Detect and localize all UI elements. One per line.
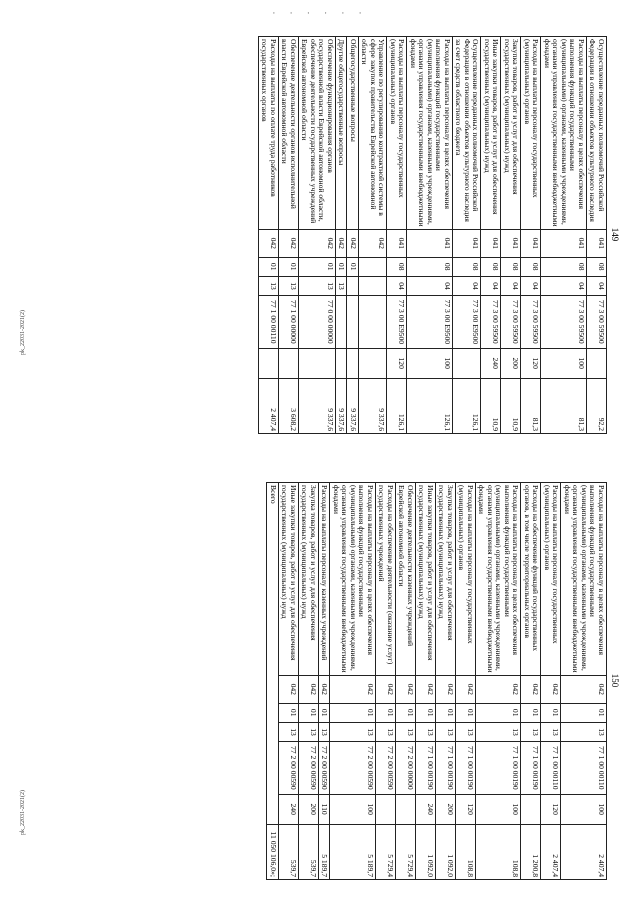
total-row [267,483,279,880]
row-expense-type [453,348,482,378]
page-150-rotated [0,478,620,883]
row-name: Обеспечение функционирования органов государственной власти Еврейской автономной области, обеспечение деятельности государственных учреждений Еврейской автономной области [299,37,336,230]
row-grbs: 042 [330,675,376,703]
row-amount: 108,8 [476,824,522,879]
row-target-item: 77 2 00 00000 [396,742,416,794]
row-expense-type [587,348,607,378]
row-amount: 2 407,4 [561,824,607,879]
row-target-item: 77 3 00 Е9500 [387,296,407,348]
row-name: Осуществление переданных полномочий Российской Федерации в отношении объектов культурного наследия [587,37,607,230]
row-subsection: 13 [376,722,396,741]
row-expense-type: 120 [387,348,407,378]
row-subsection: 13 [259,276,279,295]
row-expense-type [259,348,279,378]
row-expense-type [336,348,348,378]
row-name: Другие общегосударственные вопросы [336,37,348,230]
row-expense-type: 120 [521,348,541,378]
row-subsection: 13 [336,276,348,295]
scan-marks: · · · · · · [272,8,368,18]
row-grbs: 042 [359,229,388,257]
row-grbs: 042 [396,675,416,703]
row-grbs: 041 [541,229,587,257]
row-target-item: 77 2 00 00590 [376,742,396,794]
row-amount: 3 608,2 [279,378,299,433]
table-row [330,483,376,880]
row-target-item: 77 1 00 00110 [541,742,561,794]
row-subsection: 13 [330,722,376,741]
row-expense-type: 120 [541,794,561,824]
row-target-item: 77 3 00 59500 [587,296,607,348]
row-amount: 10,9 [501,378,521,433]
row-expense-type: 100 [476,794,522,824]
row-grbs: 041 [387,229,407,257]
row-name: Иные закупки товаров, работ и услуг для обеспечения государственных (муниципальных) нужд [481,37,501,230]
row-section: 01 [476,703,522,722]
table-row [299,37,336,434]
row-amount: 5 189,7 [330,824,376,879]
row-amount: 126,1 [387,378,407,433]
row-grbs: 041 [587,229,607,257]
row-amount: 108,8 [456,824,476,879]
row-subsection: 04 [407,276,453,295]
page-number: 150 [610,673,620,688]
row-grbs: 042 [541,675,561,703]
table-row [279,483,299,880]
document-stamp: pk_22031-2021(2) [20,310,26,355]
row-section: 01 [336,257,348,276]
row-expense-type: 200 [299,794,319,824]
row-target-item: 77 1 00 00190 [436,742,456,794]
row-expense-type [299,348,336,378]
page-150 [0,478,640,883]
row-target-item [347,296,359,348]
table-row [407,37,453,434]
row-amount: 9 337,6 [347,378,359,433]
row-section: 01 [521,703,541,722]
row-subsection: 13 [561,722,607,741]
row-amount: 10,9 [481,378,501,433]
table-row [259,37,279,434]
page-149 [0,32,640,437]
row-expense-type: 240 [481,348,501,378]
row-subsection [359,276,388,295]
row-amount: 92,2 [587,378,607,433]
row-expense-type [347,348,359,378]
row-expense-type: 100 [541,348,587,378]
table-row [453,37,482,434]
table-row [396,483,416,880]
table-row [336,37,348,434]
row-amount: 126,1 [453,378,482,433]
row-subsection: 13 [299,722,319,741]
table-row [319,483,331,880]
table-row [561,483,607,880]
row-amount: 5 729,4 [396,824,416,879]
row-target-item: 77 3 00 Е9500 [453,296,482,348]
row-section: 01 [330,703,376,722]
row-target-item: 77 1 00 00190 [416,742,436,794]
row-amount: 2 407,4 [259,378,279,433]
row-section: 01 [561,703,607,722]
row-subsection: 13 [279,722,299,741]
table-row [587,37,607,434]
document-stamp: pk_22031-2021(2) [20,790,26,835]
row-amount: 9 337,6 [336,378,348,433]
row-section: 01 [416,703,436,722]
row-section: 08 [387,257,407,276]
row-name: Расходы на выплаты персоналу в целях обеспечения выполнения функций государственными (муниципальными) органами, казенными учреждениями, органами управления государственными внебюджетными фондами [330,483,376,676]
table-row [436,483,456,880]
row-grbs: 041 [407,229,453,257]
row-name: Расходы на выплаты персоналу в целях обеспечения выполнения функций государственными (муниципальными) органами, казенными учреждениями, органами управления государственными внебюджетными фондами [476,483,522,676]
row-grbs: 041 [453,229,482,257]
row-amount: 539,7 [279,824,299,879]
row-name: Иные закупки товаров, работ и услуг для обеспечения государственных (муниципальных) нужд [416,483,436,676]
table-row [387,37,407,434]
row-name: Расходы на обеспечение функций государственных органов, в том числе территориальных органов [521,483,541,676]
row-section: 08 [481,257,501,276]
row-amount: 539,7 [299,824,319,879]
row-subsection: 13 [541,722,561,741]
row-target-item [336,296,348,348]
row-target-item: 77 2 00 00590 [319,742,331,794]
row-grbs: 042 [347,229,359,257]
row-grbs: 042 [521,675,541,703]
table-row [416,483,436,880]
row-target-item: 77 1 00 00190 [456,742,476,794]
row-section: 01 [299,257,336,276]
row-grbs: 042 [299,675,319,703]
row-subsection: 13 [476,722,522,741]
row-name: Расходы на выплаты персоналу казенных учреждений [319,483,331,676]
row-target-item: 77 1 00 00190 [521,742,541,794]
row-subsection: 13 [456,722,476,741]
row-name: Обеспечение деятельности казенных учреждений Еврейской автономной области [396,483,416,676]
row-name: Расходы на обеспечение деятельности (оказание услуг) государственных учреждений [376,483,396,676]
row-target-item: 77 1 00 00110 [259,296,279,348]
row-target-item: 77 1 00 00190 [476,742,522,794]
row-amount: 9 337,6 [359,378,388,433]
table-row [347,37,359,434]
row-grbs: 042 [376,675,396,703]
table-row [501,37,521,434]
row-name: Осуществление переданных полномочий Российской Федерации в отношении объектов культурного наследия за счет средств областного бюджета [453,37,482,230]
row-amount: 1 092,0 [416,824,436,879]
row-name: Расходы на выплаты по оплате труда работников государственных органов [259,37,279,230]
row-name: Расходы на выплаты персоналу государственных (муниципальных) органов [456,483,476,676]
row-section: 01 [279,703,299,722]
row-name: Расходы на выплаты персоналу государственных (муниципальных) органов [387,37,407,230]
row-subsection: 04 [521,276,541,295]
row-grbs: 042 [319,675,331,703]
row-grbs: 042 [299,229,336,257]
table-row [481,37,501,434]
row-expense-type: 100 [330,794,376,824]
table-row [541,37,587,434]
row-subsection: 13 [279,276,299,295]
total-sum: 11 050 106,0»; [267,824,279,879]
row-name: Расходы на выплаты персоналу государственных (муниципальных) органов [521,37,541,230]
row-section: 01 [396,703,416,722]
row-section [359,257,388,276]
row-subsection: 13 [299,276,336,295]
row-name: Расходы на выплаты персоналу в целях обеспечения выполнения функций государственными (муниципальными) органами, казенными учреждениями, органами управления государственными внебюджетными фондами [541,37,587,230]
row-name: Расходы на выплаты персоналу в целях обеспечения выполнения функций государственными (муниципальными) органами, казенными учреждениями, органами управления государственными внебюджетными фондами [407,37,453,230]
row-section: 08 [453,257,482,276]
row-target-item: 77 3 00 Е9500 [407,296,453,348]
row-expense-type: 120 [456,794,476,824]
row-section: 08 [541,257,587,276]
budget-table-150 [267,482,608,880]
row-target-item: 77 3 00 59500 [481,296,501,348]
row-grbs: 042 [561,675,607,703]
row-name: Расходы на выплаты персоналу государственных (муниципальных) органов [541,483,561,676]
row-section: 08 [501,257,521,276]
row-name: Иные закупки товаров, работ и услуг для обеспечения государственных (муниципальных) нужд [279,483,299,676]
row-amount: 81,3 [541,378,587,433]
row-target-item [359,296,388,348]
row-name: Расходы на выплаты персоналу в целях обеспечения выполнения функций государственными (муниципальными) органами, казенными учреждениями, органами управления государственными внебюджетными фондами [561,483,607,676]
row-subsection: 13 [436,722,456,741]
row-target-item: 77 2 00 00590 [279,742,299,794]
row-section: 01 [436,703,456,722]
row-expense-type [279,348,299,378]
row-target-item: 77 3 00 59500 [521,296,541,348]
row-amount: 1 092,0 [436,824,456,879]
row-section: 01 [456,703,476,722]
row-expense-type: 100 [561,794,607,824]
row-subsection [347,276,359,295]
row-name: Закупка товаров, работ и услуг для обеспечения государственных (муниципальных) нужд [501,37,521,230]
row-amount: 126,1 [407,378,453,433]
row-grbs: 042 [456,675,476,703]
page-149-rotated [0,32,620,437]
row-section: 01 [347,257,359,276]
row-section: 01 [541,703,561,722]
row-grbs: 042 [416,675,436,703]
row-subsection: 04 [541,276,587,295]
row-expense-type: 100 [407,348,453,378]
row-grbs: 042 [279,675,299,703]
total-label: Всего [267,483,279,825]
row-target-item: 77 2 00 00590 [330,742,376,794]
row-section: 01 [376,703,396,722]
row-subsection: 13 [396,722,416,741]
row-grbs: 041 [501,229,521,257]
row-subsection: 13 [521,722,541,741]
row-expense-type: 110 [319,794,331,824]
row-amount: 5 729,4 [376,824,396,879]
row-target-item: 77 3 00 59500 [501,296,521,348]
row-name: Общегосударственные вопросы [347,37,359,230]
row-grbs: 042 [436,675,456,703]
table-row [299,483,319,880]
row-expense-type [376,794,396,824]
row-target-item: 77 3 00 59500 [541,296,587,348]
row-name: Закупка товаров, работ и услуг для обеспечения государственных (муниципальных) нужд [436,483,456,676]
row-section: 01 [319,703,331,722]
table-row [456,483,476,880]
row-grbs: 042 [336,229,348,257]
row-section: 01 [299,703,319,722]
row-expense-type: 200 [501,348,521,378]
row-amount: 2 407,4 [541,824,561,879]
row-expense-type [396,794,416,824]
row-section: 01 [279,257,299,276]
row-subsection: 04 [501,276,521,295]
row-subsection: 04 [453,276,482,295]
table-row [476,483,522,880]
row-name: Управление по регулированию контрактной системы в сфере закупок правительства Еврейской автономной области [359,37,388,230]
row-expense-type: 240 [416,794,436,824]
row-grbs: 042 [259,229,279,257]
row-subsection: 04 [387,276,407,295]
table-row [279,37,299,434]
row-section: 08 [407,257,453,276]
row-name: Обеспечение деятельности органов исполнительной власти Еврейской автономной области [279,37,299,230]
table-row [359,37,388,434]
row-amount: 1 200,8 [521,824,541,879]
row-target-item: 77 1 00 00110 [561,742,607,794]
row-section: 01 [259,257,279,276]
row-amount: 81,3 [521,378,541,433]
row-expense-type: 200 [436,794,456,824]
row-subsection: 13 [416,722,436,741]
table-row [541,483,561,880]
row-grbs: 042 [279,229,299,257]
row-name: Закупка товаров, работ и услуг для обеспечения государственных (муниципальных) нужд [299,483,319,676]
row-subsection: 04 [481,276,501,295]
table-row [376,483,396,880]
budget-table-149 [258,36,607,434]
row-grbs: 041 [481,229,501,257]
row-target-item: 77 1 00 00000 [279,296,299,348]
row-target-item: 77 0 00 00000 [299,296,336,348]
row-amount: 5 189,7 [319,824,331,879]
row-expense-type [359,348,388,378]
row-section: 08 [587,257,607,276]
row-subsection: 13 [319,722,331,741]
row-expense-type [521,794,541,824]
row-amount: 9 337,6 [299,378,336,433]
row-section: 08 [521,257,541,276]
row-target-item: 77 2 00 00590 [299,742,319,794]
row-expense-type: 240 [279,794,299,824]
row-grbs: 042 [476,675,522,703]
page-number: 149 [610,227,620,242]
row-grbs: 041 [521,229,541,257]
table-row [521,483,541,880]
row-subsection: 04 [587,276,607,295]
table-row [521,37,541,434]
